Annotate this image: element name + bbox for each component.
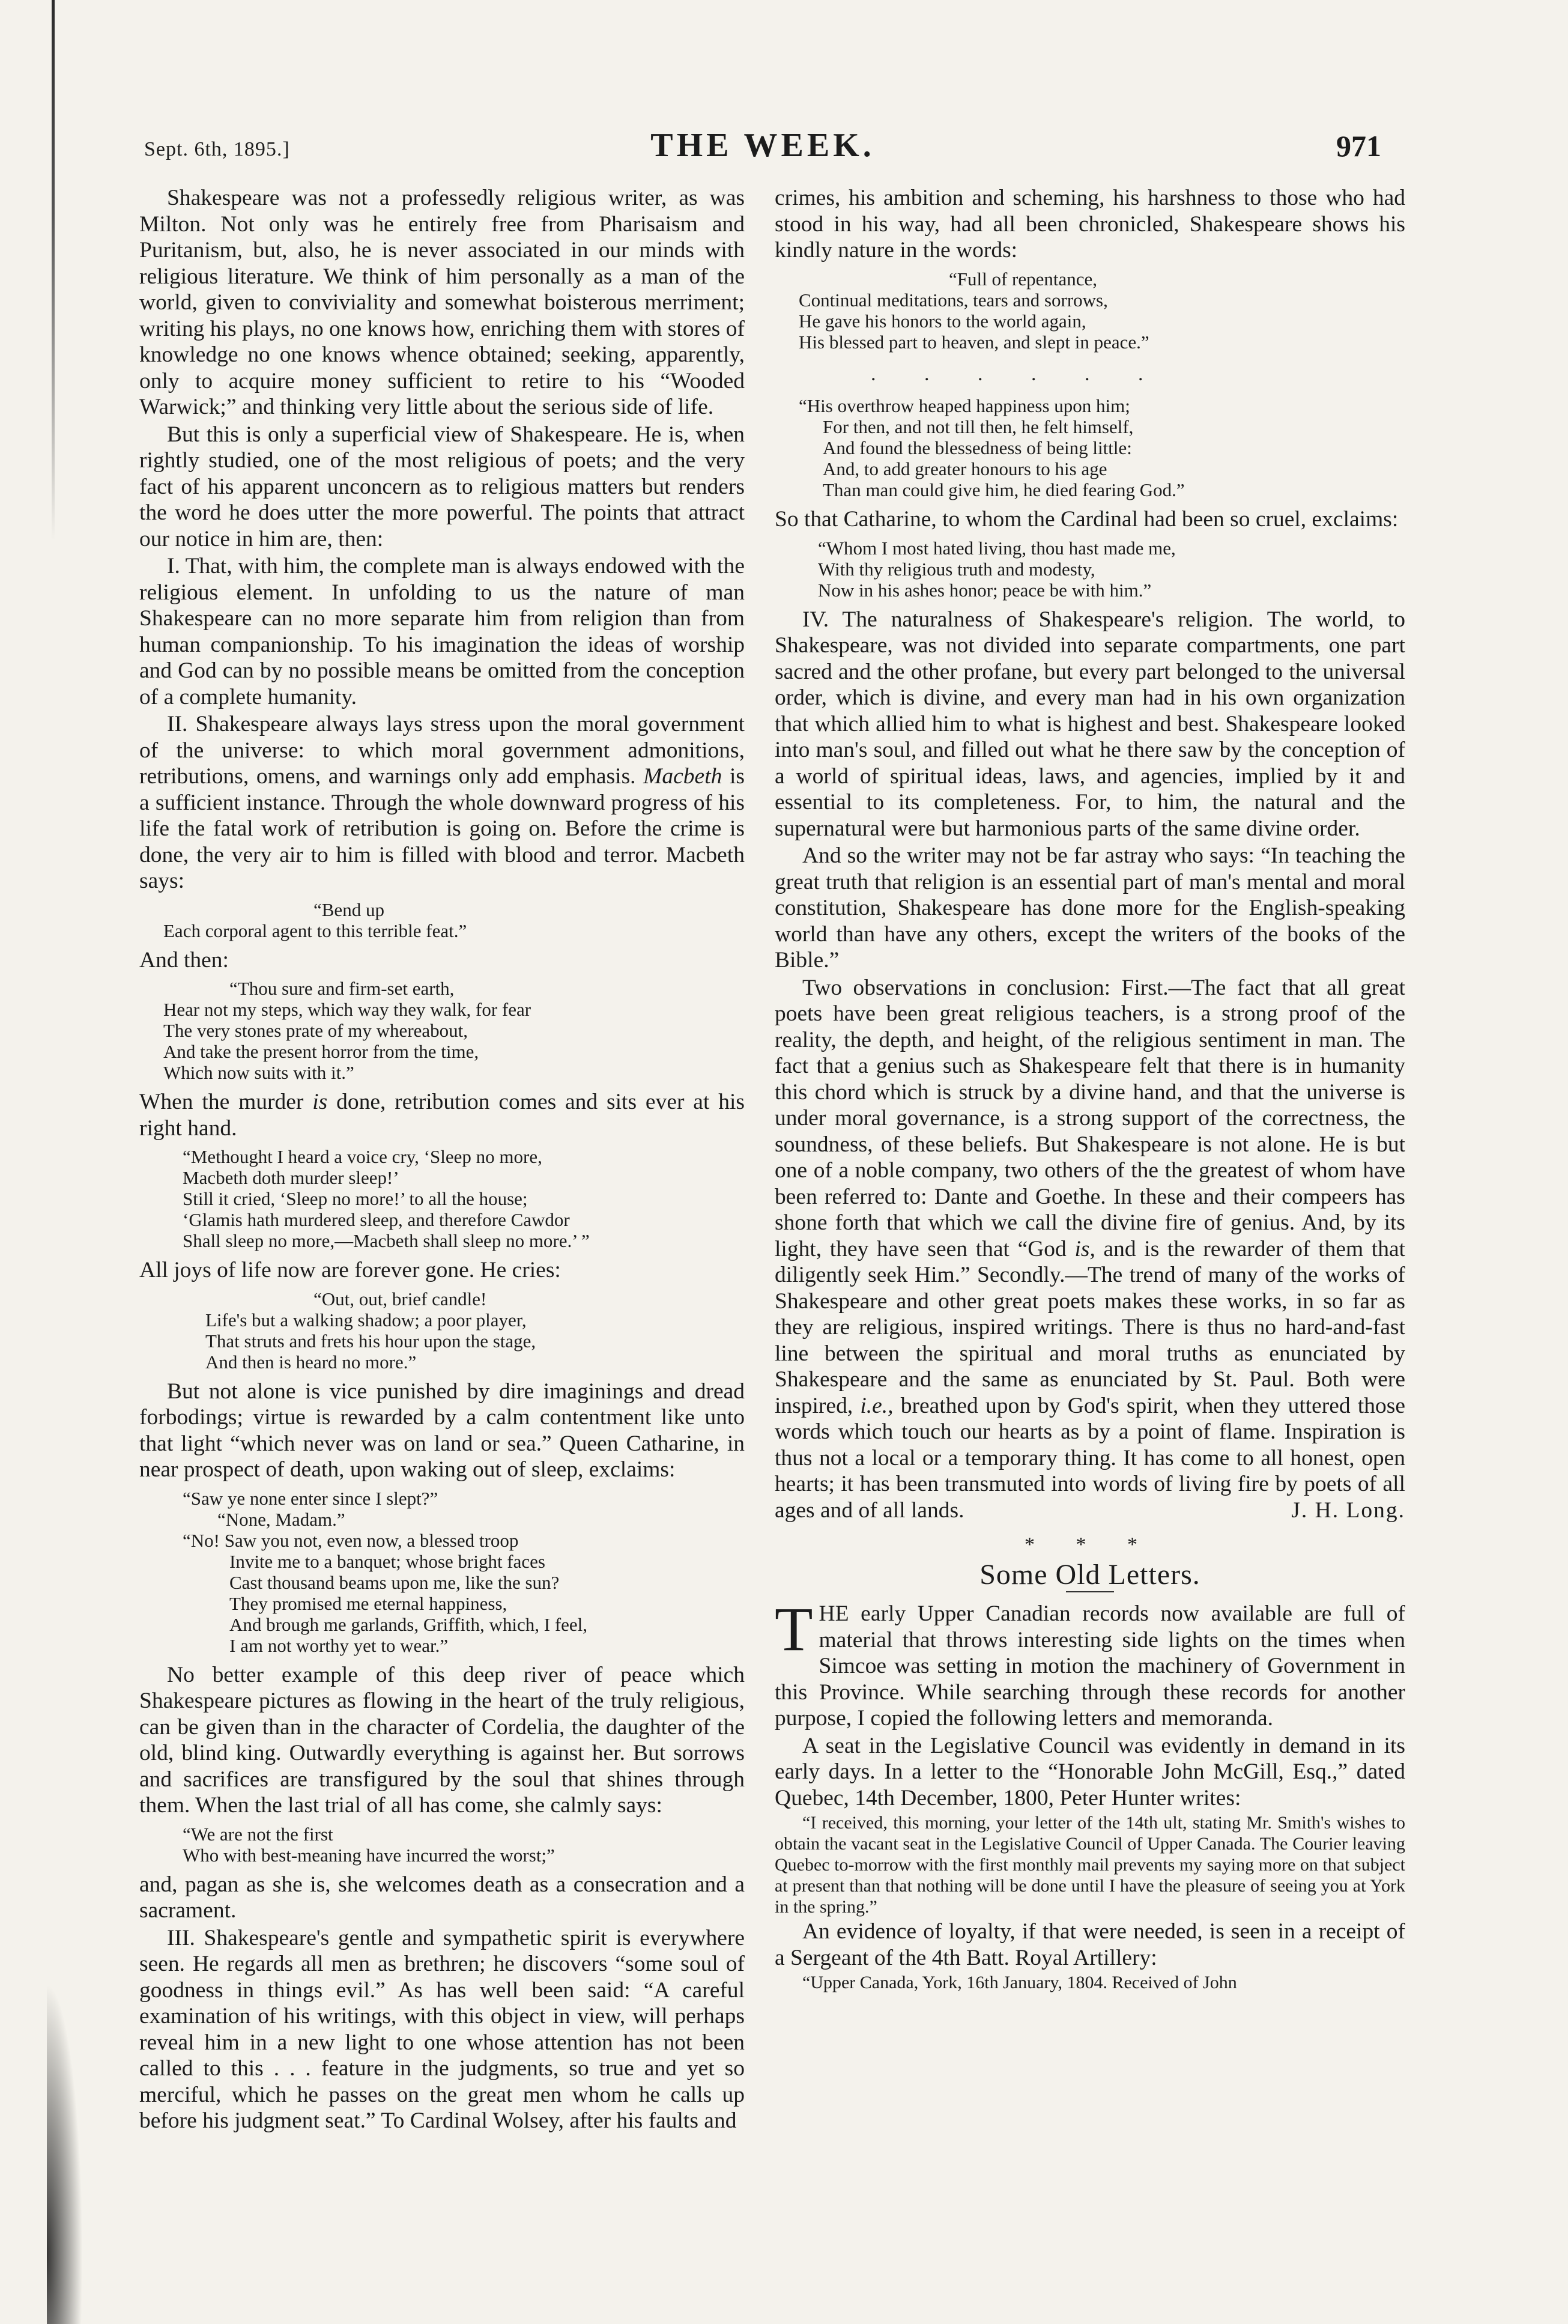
running-header bbox=[144, 126, 1381, 168]
page-binding-edge bbox=[52, 0, 55, 541]
paragraph: I. That, with him, the complete man is always endowed with the religious element. In unfolding to us the nature of man Shakespeare can no more separate him from religion than from human companionship. To his imagination the ideas of worship and God can by no possible means be omitted from the conception of a complete humanity. bbox=[139, 554, 745, 709]
letter-quote: “Upper Canada, York, 16th January, 1804. Received of John bbox=[802, 1973, 1237, 1992]
issue-date: Sept. 6th, 1895.] bbox=[144, 138, 290, 160]
paragraph: And so the writer may not be far astray who says: “In teaching the great truth that religion is an essential part of man's mental and moral constitution, Shakespeare has done more for the English-speaking world than have any others, except the writers of the books of the Bible.” bbox=[775, 843, 1405, 972]
right-column bbox=[775, 185, 1405, 1994]
paragraph: and, pagan as she is, she welcomes death as a consecration and a sacrament. bbox=[139, 1872, 745, 1923]
paragraph: No better example of this deep river of peace which Shakespeare pictures as flowing in the heart of the truly religious, can be given than in the character of Cordelia, the daughter of the old, blind king. Outwardly everything is against her. But sorrows and sacrifices are transfigured by the soul that shines through them. When the last trial of all has come, she calmly says: bbox=[139, 1662, 745, 1818]
verse-quote: “We are not the first Who with best-meaning have incurred the worst;” bbox=[183, 1823, 555, 1866]
paragraph: So that Catharine, to whom the Cardinal had been so cruel, exclaims: bbox=[775, 507, 1399, 532]
paragraph: II. Shakespeare always lays stress upon the moral government of the universe: to which moral government admonitions, retributions, omens, and warnings only add emphasis. Macbeth is a sufficient instance. Through the whole downward progress of his life the fatal work of retribution is going on. Before the crime is done, the very air to him is filled with blood and terror. Macbeth says: bbox=[139, 712, 745, 893]
verse-quote: “Saw ye none enter since I slept?” “None, Madam.” “No! Saw you not, even now, a blessed troop Invite me to a banquet; whose bright faces Cast thousand beams upon me, like the sun? They promised me eternal happiness, And brough me garlands, Griffith, which, I feel, I am not worthy yet to wear.” bbox=[183, 1487, 588, 1656]
paragraph: crimes, his ambition and scheming, his harshness to those who had stood in his way, had all been chronicled, Shakespeare shows his kindly nature in the words: bbox=[775, 186, 1405, 262]
title-rule bbox=[1066, 1591, 1114, 1592]
letter-quote: “I received, this morning, your letter of the 14th ult, stating Mr. Smith's wishes to obtain the vacant seat in the Legislative Council of Upper Canada. The Courier leaving Quebec to-morrow with the first monthly mail prevents my saying more on that subject at present than that nothing will be done until I have the pleasure of seeing you at York in the spring.” bbox=[775, 1813, 1405, 1917]
paragraph: An evidence of loyalty, if that were needed, is seen in a receipt of a Sergeant of the 4th Batt. Royal Artillery: bbox=[775, 1919, 1405, 1970]
section-divider-stars: * * * bbox=[1025, 1534, 1155, 1556]
verse-quote: “Full of repentance, Continual meditations, tears and sorrows, He gave his honors to the world again, His blessed part to heaven, and slept in peace.” bbox=[799, 268, 1149, 353]
paragraph: But not alone is vice punished by dire imaginings and dread forbodings; virtue is rewarded by a calm contentment like unto that light “which never was on land or sea.” Queen Catharine, in near prospect of death, upon waking out of sleep, exclaims: bbox=[139, 1379, 745, 1482]
play-title: Macbeth bbox=[643, 764, 722, 789]
left-column bbox=[139, 185, 745, 2135]
verse-quote: “Methought I heard a voice cry, ‘Sleep no more, Macbeth doth murder sleep!’ Still it cried, ‘Sleep no more!’ to all the house; ‘Glamis hath murdered sleep, and therefore Cawdor Shall sleep no more,—Macbeth shall sleep no more.’ ” bbox=[183, 1146, 590, 1251]
paragraph: Two observations in conclusion: First.—The fact that all great poets have been great religious teachers, is a strong proof of the reality, the depth, and height, of the religious sentiment in man. The fact that a genius such as Shakespeare felt that there is in humanity this chord which is struck by a divine hand, and that the universe is under moral governance, is a strong support of the correctness, the soundness, of these beliefs. But Shakespeare is not alone. He is but one of a noble company, two others of the the greatest of whom have been referred to: Dante and Goethe. In these and their compeers has shone forth that which we call the divine fire of genius. And, by its light, they have seen that “God is, and is the rewarder of them that diligently seek Him.” Secondly.—The trend of many of the works of Shakespeare and other great poets makes these works, in so far as they are religious, inspired writings. There is thus no hard-and-fast line between the spiritual and moral truths as enunciated by Shakespeare and the same as enunciated by St. Paul. Both were inspired, i.e., breathed upon by God's spirit, when they uttered those words which touch our hearts as by a point of flame. Inspiration is thus not a local or a temporary thing. It has come to all honest, open hearts; it has been transmuted into words of living fire by poets of all ages and of all lands. J. H. Long. bbox=[775, 975, 1406, 1523]
drop-cap: T bbox=[775, 1595, 813, 1664]
paragraph: THE early Upper Canadian records now available are full of material that throws interesting side lights on the times when Simcoe was setting in motion the machinery of Government in this Province. While searching through these records for another purpose, I copied the following letters and memoranda. bbox=[775, 1595, 1405, 1731]
paragraph: A seat in the Legislative Council was evidently in demand in its early days. In a letter to the “Honorable John McGill, Esq.,” dated Quebec, 14th December, 1800, Peter Hunter writes: bbox=[775, 1733, 1405, 1810]
publication-title: THE WEEK. bbox=[650, 127, 875, 164]
ellipsis-separator: . . . . . . bbox=[871, 362, 1165, 385]
paragraph: When the murder is done, retribution comes and sits ever at his right hand. bbox=[139, 1090, 745, 1141]
verse-quote: “Out, out, brief candle! Life's but a walking shadow; a poor player, That struts and frets his hour upon the stage, And then is heard no more.” bbox=[205, 1288, 536, 1373]
verse-quote: “Thou sure and firm-set earth, Hear not my steps, which way they walk, for fear The very stones prate of my whereabout, And take the present horror from the time, Which now suits with it.” bbox=[163, 978, 531, 1083]
author-signature: J. H. Long. bbox=[1291, 1497, 1405, 1523]
paragraph: Shakespeare was not a professedly religious writer, as was Milton. Not only was he entirely free from Pharisaism and Puritanism, but, also, he is never associated in our minds with religious literature. We think of him personally as a man of the world, given to conviviality and somewhat boisterous merriment; writing his plays, no one knows how, enriching them with stores of knowledge no one knows whence obtained; seeking, apparently, only to acquire money sufficient to retire to his “Wooded Warwick;” and thinking very little about the serious side of life. bbox=[139, 186, 745, 419]
page-corner-shadow bbox=[47, 1982, 83, 2324]
paragraph: IV. The naturalness of Shakespeare's religion. The world, to Shakespeare, was not divided into separate compartments, one part sacred and the other profane, but every part belonged to the universal order, which is divine, and every man had in his own organization that which allied him to what is highest and best. Shakespeare looked into man's soul, and filled out what he there saw by the conception of a world of spiritual ideas, laws, and agencies, implied by it and essential to its completeness. For, to him, the natural and the supernatural were but harmonious parts of the same divine order. bbox=[775, 607, 1405, 841]
verse-quote: “His overthrow heaped happiness upon him; For then, and not till then, he felt himself, And found the blessedness of being little: And, to add greater honours to his age Than man could give him, he died fearing God.” bbox=[799, 395, 1185, 500]
paragraph: But this is only a superficial view of Shakespeare. He is, when rightly studied, one of the most religious of poets; and the very fact of his apparent unconcern as to religious matters but renders the word he does utter the more powerful. The points that attract our notice in him are, then: bbox=[139, 422, 745, 551]
page-number: 971 bbox=[1336, 129, 1381, 163]
paragraph: And then: bbox=[139, 947, 229, 972]
paragraph: All joys of life now are forever gone. He cries: bbox=[139, 1258, 561, 1282]
section-title: Some Old Letters. bbox=[979, 1558, 1200, 1591]
verse-quote: “Bend up Each corporal agent to this terrible feat.” bbox=[163, 899, 467, 941]
paragraph: III. Shakespeare's gentle and sympathetic spirit is everywhere seen. He regards all men as brethren; he discovers “some soul of goodness in things evil.” As has well been said: “A careful examination of his writings, with this object in view, will perhaps reveal him in a new light to one whose attention has not been called to this . . . feature in the judgments, so true and yet so merciful, which he passes on the great men whom he calls up before his judgment seat.” To Cardinal Wolsey, after his faults and bbox=[139, 1925, 745, 2133]
verse-quote: “Whom I most hated living, thou hast made me, With thy religious truth and modesty, Now in his ashes honor; peace be with him.” bbox=[818, 537, 1176, 601]
